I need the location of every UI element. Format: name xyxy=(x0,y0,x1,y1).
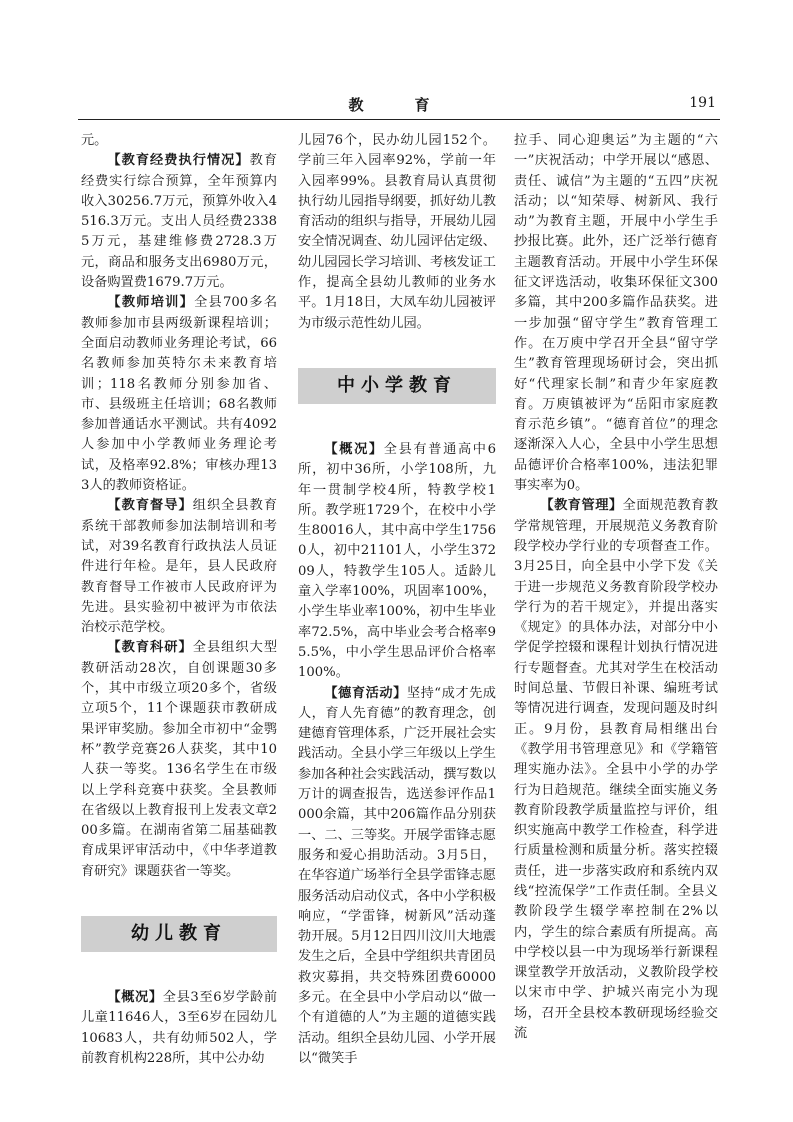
section-heading: 【教育经费执行情况】 xyxy=(107,153,250,169)
section-education-funding xyxy=(81,151,277,293)
section-education-research xyxy=(81,638,277,882)
section-preschool-overview xyxy=(81,988,277,1069)
column-2 xyxy=(298,131,496,1069)
section-heading: 【教师培训】 xyxy=(107,295,195,311)
section-body: 全县组织大型教研活动28次，自创课题30多个，其中市级立项20多个，省级立项5个，11个课题获市教研成果评审奖励。参加全市初中“金鹗杯”教学竞赛26人获奖，其中10人获一等奖。136名学生在市级以上学科竞赛中获奖。全县教师在省级以上教育报刊上发表文章200多篇。在湖南省第二届基础教育成果评审活动中，《中华孝道教育研究》课题获省一等奖。 xyxy=(81,640,278,879)
section-body: 全县有普通高中6所，初中36所，小学108所，九年一贯制学校4所，特教学校1所。教学班1729个，在校中小学生80016人，其中高中学生17560人，初中21101人，小学生37209人，特教学生105人。适龄儿童入学率100%，巩固率100%，小学生毕业率100%，初中生毕业率72.5%，高中毕业会考合格率95.5%，中小学生思品评价合格率100%。 xyxy=(298,441,497,681)
section-body: 全县3至6岁学龄前儿童11646人，3至6岁在园幼儿10683人，共有幼师502人，学前教育机构228所，其中公办幼 xyxy=(81,989,278,1066)
section-body: 教育经费实行综合预算，全年预算内收入30256.7万元，预算外收入4516.3万元。支出人员经费23385万元，基建维修费2728.3万元，商品和服务支出6980万元，设备购置费1679.7万元。 xyxy=(81,153,278,291)
chapter-banner-preschool: 幼儿教育 xyxy=(81,916,277,952)
column-3 xyxy=(514,131,718,1044)
section-heading: 【教育管理】 xyxy=(540,498,623,514)
chapter-banner-primary-secondary: 中小学教育 xyxy=(298,368,496,404)
paragraph-continued: 元。 xyxy=(81,133,108,148)
section-heading: 【德育活动】 xyxy=(324,685,407,701)
running-header xyxy=(78,92,718,114)
column-1 xyxy=(81,131,277,1069)
section-body: 组织全县教育系统干部教师参加法制培训和考试，对39名教育行政执法人员证件进行年检。是年，县人民政府教育督导工作被市人民政府评为先进。县实验初中被评为市依法治校示范学校。 xyxy=(81,498,278,636)
section-heading: 【概况】 xyxy=(324,441,384,457)
section-title: 教 育 xyxy=(348,96,448,114)
paragraph-continued: 儿园76个，民办幼儿园152个。学前三年入园率92%，学前一年入园率99%。县教育局认真贯彻执行幼儿园指导纲要，抓好幼儿教育活动的组织与指导，开展幼儿园安全情况调查、幼儿园评估定级、幼儿园园长学习培训、考核发证工作，提高全县幼儿教师的业务水平。1月18日，大凤车幼儿园被评为市级示范性幼儿园。 xyxy=(298,133,496,331)
paragraph-continued: 拉手、同心迎奥运”为主题的“六一”庆祝活动；中学开展以“感恩、责任、诚信”为主题的“五四”庆祝活动；以“知荣辱、树新风、我行动”为教育主题，开展中小学生手抄报比赛。此外，还广泛举行德育主题教育活动。开展中小学生环保征文评选活动，收集环保征文300多篇，其中200多篇作品获奖。进一步加强“留守学生”教育管理工作。在万庾中学召开全县“留守学生”教育管理现场研讨会，突出抓好“代理家长制”和青少年家庭教育。万庾镇被评为“岳阳市家庭教育示范乡镇”。“德育首位”的理念逐渐深入人心，全县中小学生思想品德评价合格率100%，违法犯罪事实率为0。 xyxy=(514,133,718,494)
page-number: 191 xyxy=(689,95,716,111)
section-heading: 【教育科研】 xyxy=(107,640,193,656)
section-school-overview xyxy=(298,440,496,684)
section-body: 全面规范教育教学常规管理，开展规范义务教育阶段学校办学行业的专项督查工作。3月25日，向全县中小学下发《关于进一步规范义务教育阶段学校办学行为的若干规定》，并提出落实《规定》的具体办法，对部分中小学促学控辍和课程计划执行情况进行专题督查。尤其对学生在校活动时间总量、节假日补课、编班考试等情况进行调查，发现问题及时纠正。9月份，县教育局相继出台《教学用书管理意见》和《学籍管理实施办法》。全县中小学的办学行为日趋规范。继续全面实施义务教育阶段教学质量监控与评价，组织实施高中教学工作检查，科学进行质量检测和质量分析。落实控辍责任，进一步落实政府和系统内双线“控流保学”工作责任制。全县义教阶段学生辍学率控制在2%以内，学生的综合素质有所提高。高中学校以县一中为现场举行新课程课堂教学开放活动，义教阶段学校以宋市中学、护城兴南完小为现场，召开全县校本教研现场经验交流 xyxy=(514,498,719,1042)
section-body: 全县700多名教师参加市县两级新课程培训；全面启动教师业务理论考试，66名教师参加英特尔未来教育培训；118名教师分别参加省、市、县级班主任培训；68名教师参加普通话水平测试。共有4092人参加中小学教师业务理论考试，及格率92.8%；审核办理133人的教师资格证。 xyxy=(81,295,278,494)
section-education-supervision xyxy=(81,496,277,638)
section-heading: 【教育督导】 xyxy=(107,498,193,514)
section-moral-education xyxy=(298,684,496,1070)
section-body: 坚持“成才先成人，育人先育德”的教育理念，创建德育管理体系，广泛开展社会实践活动。全县小学三年级以上学生参加各种社会实践活动，撰写数以万计的调查报告，选送参评作品1000余篇，其中206篇作品分别获一、二、三等奖。开展学雷锋志愿服务和爱心捐助活动。3月5日，在华容道广场举行全县学雷锋志愿服务活动启动仪式，各中小学积极响应，“学雷锋，树新风”活动蓬勃开展。5月12日四川汶川大地震发生之后，全县中学组织共青团员救灾募捐，共交特殊团费60000多元。在全县中小学启动以“做一个有道德的人”为主题的道德实践活动。组织全县幼儿园、小学开展以“微笑手 xyxy=(298,685,496,1066)
header-rule xyxy=(78,119,720,120)
section-heading: 【概况】 xyxy=(107,989,163,1005)
section-education-management xyxy=(514,496,718,1044)
section-teacher-training xyxy=(81,293,277,496)
